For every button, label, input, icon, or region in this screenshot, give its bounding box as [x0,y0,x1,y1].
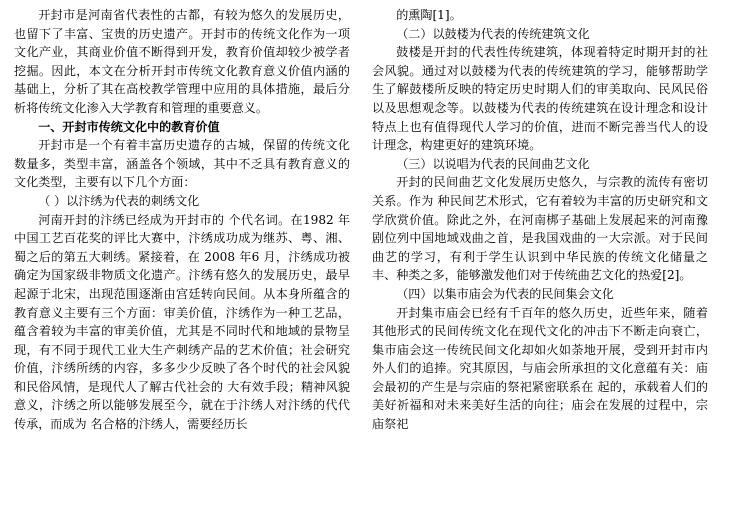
right-column [372,6,708,520]
paragraph-miaohui: 开封集市庙会已经有千百年的悠久历史，近些年来，随着其他形式的民间传统文化在现代文化的冲击下不断走向衰亡，集市庙会这一传统民间文化却如火如荼地开展，受到开封市内外人们的追捧。究其原因，与庙会所承担的文化意蕴有关：庙会最初的产生是与宗庙的祭祀紧密联系在 起的，承载着人们的美好祈福和对未来美好生活的向往；庙会在发展的过程中，宗庙祭祀 [372,305,708,432]
paragraph-intro: 开封市是一个有着丰富历史遗存的古城，保留的传统文化数量多，类型丰富，涵盖各个领域，其中不乏具有教育意义的文化类型，主要有以下几个方面： [14,138,350,190]
two-column-layout [14,6,720,520]
paragraph-continuation: 的熏陶[1]。 [396,8,462,22]
paragraph-abstract: 开封市是河南省代表性的古都，有较为悠久的发展历史，也留下了丰富、宝贵的历史遗产。开封市的传统文化作为一项文化产业，其商业价值不断得到开发，教育价值却较少被学者挖掘。因此，本文在分析开封市传统文化教育意义价值内涵的基础上，分析了其在高校教学管理中应用的具体措施，最后分析将传统文化渗入大学教育和管理的重要意义。 [14,8,350,115]
paragraph-gulou: 鼓楼是开封的代表性传统建筑，体现着特定时期开封的社会风貌。通过对以鼓楼为代表的传统建筑的学习，能够帮助学生了解鼓楼所反映的特定历史时期人们的审美取向、民风民俗以及思想观念等。以鼓楼为代表的传统建筑在设计理念和设计特点上也有值得现代人学习的价值，进而不断完善当代人的设计理念，构建更好的建筑环境。 [372,45,708,153]
subsection-heading-3: （三）以说唱为代表的民间曲艺文化 [396,156,590,171]
subsection-heading-1: （ ）以汴绣为代表的刺绣文化 [38,193,200,208]
subsection-heading-4: （四）以集市庙会为代表的民间集会文化 [396,286,614,301]
section-heading-1: 一、开封市传统文化中的教育价值 [38,119,220,134]
paragraph-shuochang: 开封的民间曲艺文化发展历史悠久，与宗教的流传有密切关系。作为 种民间艺术形式，它有着较为丰富的历史研究和文学欣赏价值。除此之外，在河南梆子基础上发展起来的河南豫剧位列中国地域戏曲之首，是我国戏曲的一大宗派。对于民间曲艺的学习，有利于学生认识到中华民族的传统文化储量之丰、种类之多，能够激发他们对于传统曲艺文化的热爱[2]。 [372,175,708,283]
subsection-heading-2: （二）以鼓楼为代表的传统建筑文化 [396,26,590,41]
paragraph-bianxiu: 河南开封的汴绣已经成为开封市的 个代名词。在1982 年中国工艺百花奖的评比大赛中，汴绣成功成为继苏、粤、湘、蜀之后的第五大刺绣。紧接着，在 2008 年6 月，汴绣成功被确定为国家级非物质文化遗产。汴绣有悠久的发展历史，最早起源于北宋，出现范围逐渐由宫廷转向民间。从本身所蕴含的教育意义主要有三个方面：审美价值，汴绣作为一种工艺品，蕴含着较为丰富的审美价值，尤其是不同时代和地域的景物呈现，有不同于现代工业大生产刺绣产品的艺术价值；社会研究价值，汴绣所绣的内容，多多少少反映了各个时代的社会风貌和民俗风情，是现代人了解古代社会的 大有效手段；精神风貌意义，汴绣之所以能够发展至今，就在于汴绣人对汴绣的代代传承，而成为 名合格的汴绣人，需要经历长 [14,212,350,432]
left-column [14,6,350,520]
